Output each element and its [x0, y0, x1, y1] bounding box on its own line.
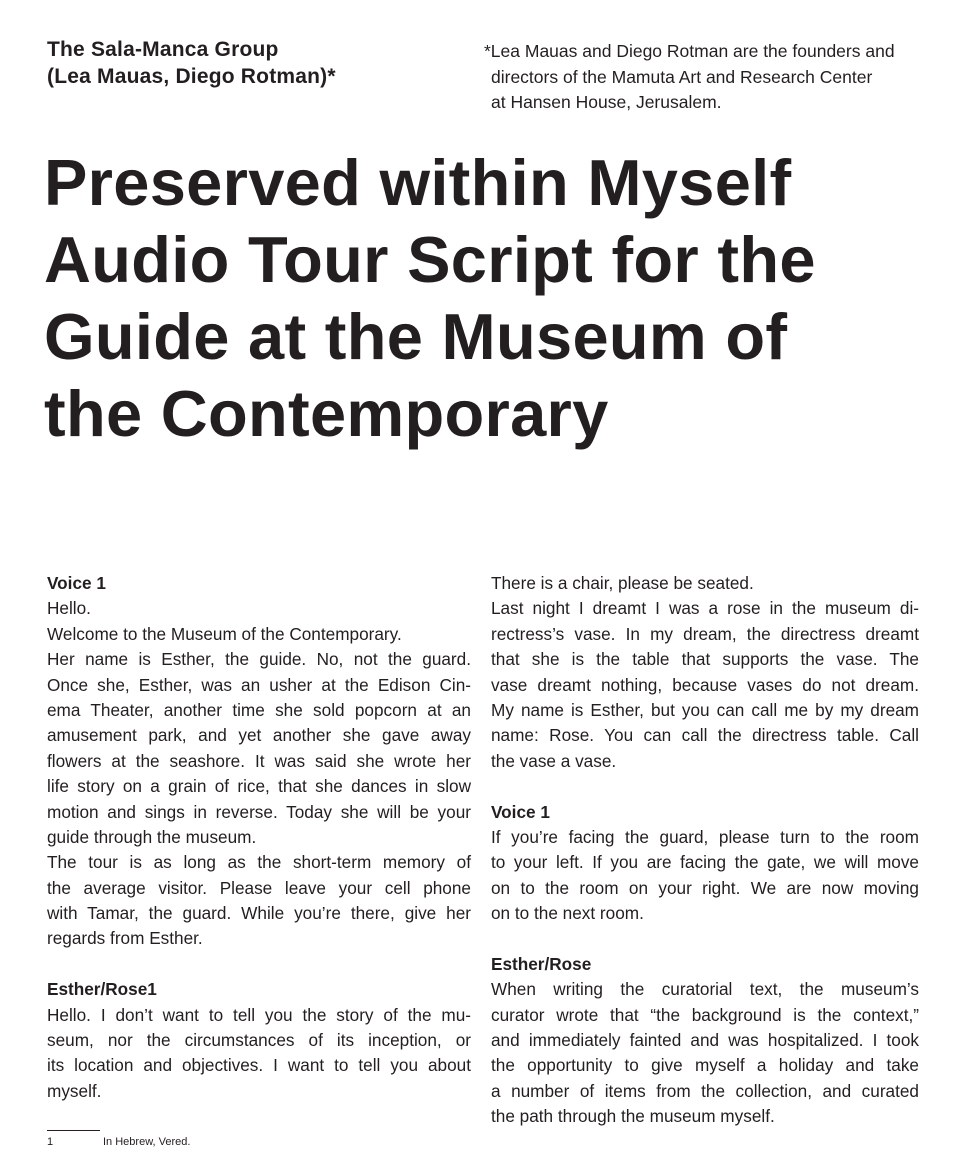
- body-line: flowers at the seashore. It was said she wrote her: [47, 750, 471, 771]
- speaker-heading: Voice 1: [47, 573, 106, 593]
- body-line: Hello. I don’t want to tell you the story of the mu-: [47, 1004, 471, 1025]
- title-line: the Contemporary: [44, 377, 609, 450]
- paragraph-gap: [491, 774, 919, 799]
- title-line: Guide at the Museum of: [44, 300, 788, 373]
- body-line: regards from Esther.: [47, 928, 203, 949]
- body-line: its location and objectives. I want to tell you about: [47, 1055, 471, 1076]
- body-line: Hello.: [47, 598, 91, 619]
- body-line: My name is Esther, but you can call me by my dream: [491, 699, 919, 720]
- body-line: myself.: [47, 1080, 102, 1101]
- body-line: ema Theater, another time she sold popcorn at an: [47, 699, 471, 720]
- body-line: curator wrote that “the background is the context,”: [491, 1004, 919, 1025]
- author-note-line: at Hansen House, Jerusalem.: [491, 92, 722, 112]
- speaker-heading: Esther/Rose1: [47, 979, 157, 1000]
- body-line: The tour is as long as the short-term memory of: [47, 852, 471, 873]
- author-group-name: The Sala-Manca Group: [47, 38, 279, 61]
- speaker-heading: Esther/Rose: [491, 953, 592, 974]
- footnote-text: In Hebrew, Vered.: [103, 1136, 191, 1148]
- footnote-divider: [47, 1130, 100, 1131]
- right-text-column: [491, 571, 919, 1130]
- body-line: Welcome to the Museum of the Contemporary.: [47, 623, 402, 644]
- body-line: amusement park, and yet another she gave away: [47, 725, 471, 746]
- title-line: Audio Tour Script for the: [44, 223, 816, 296]
- body-line: motion and sings in reverse. Today she will be your: [47, 801, 471, 822]
- body-line: on to the next room.: [491, 903, 644, 924]
- author-members: (Lea Mauas, Diego Rotman)*: [47, 65, 336, 88]
- body-line: seum, nor the circumstances of its inception, or: [47, 1030, 471, 1051]
- body-line: If you’re facing the guard, please turn to the room: [491, 826, 919, 847]
- author-note-line: *Lea Mauas and Diego Rotman are the founders and: [484, 41, 895, 61]
- title-line: Preserved within Myself: [44, 146, 792, 219]
- author-note: [484, 39, 924, 116]
- paragraph-gap: [47, 952, 471, 977]
- paragraph-gap: [491, 926, 919, 951]
- body-line: a number of items from the collection, and curated: [491, 1080, 919, 1101]
- body-line: guide through the museum.: [47, 826, 257, 847]
- body-line: vase dreamt nothing, because vases do not dream.: [491, 674, 919, 695]
- body-line: life story on a grain of rice, that she dances in slow: [47, 776, 471, 797]
- body-line: that she is the table that supports the vase. The: [491, 649, 919, 670]
- left-text-column: [47, 571, 471, 1104]
- speaker-heading: Voice 1: [491, 801, 550, 822]
- page-title: [44, 144, 944, 452]
- body-line: the path through the museum myself.: [491, 1106, 775, 1127]
- body-line: rectress’s vase. In my dream, the directress dreamt: [491, 623, 919, 644]
- body-line: the vase a vase.: [491, 750, 617, 771]
- body-line: Her name is Esther, the guide. No, not the guard.: [47, 649, 471, 670]
- body-line: and immediately fainted and was hospitalized. I took: [491, 1030, 919, 1051]
- body-line: the average visitor. Please leave your cell phone: [47, 877, 471, 898]
- body-line: Last night I dreamt I was a rose in the museum di-: [491, 598, 919, 619]
- footnote-number: 1: [47, 1136, 54, 1148]
- body-line: There is a chair, please be seated.: [491, 573, 754, 593]
- author-note-line: directors of the Mamuta Art and Research Center: [491, 66, 873, 87]
- author-block: [47, 36, 336, 90]
- body-line: to your left. If you are facing the gate, we will move: [491, 852, 919, 873]
- body-line: When writing the curatorial text, the museum’s: [491, 979, 919, 1000]
- body-line: Once she, Esther, was an usher at the Edison Cin-: [47, 674, 471, 695]
- body-line: the opportunity to give myself a holiday and take: [491, 1055, 919, 1076]
- body-line: with Tamar, the guard. While you’re there, give her: [47, 903, 471, 924]
- body-line: name: Rose. You can call the directress table. Call: [491, 725, 919, 746]
- body-line: on to the room on your right. We are now moving: [491, 877, 919, 898]
